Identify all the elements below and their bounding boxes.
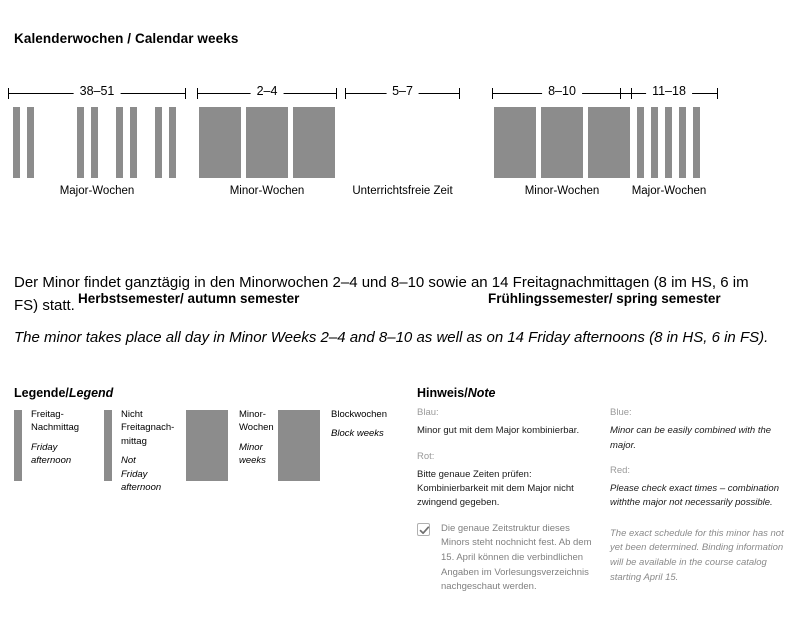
week-group-label: Unterrichtsfreie Zeit (352, 185, 453, 197)
note-blue-heading-de: Blau: (417, 407, 439, 418)
legend-label-en: Friday afternoon (31, 441, 72, 467)
description-english: The minor takes place all day in Minor Weeks 2–4 and 8–10 as well as on 14 Friday afternoons (8 in HS, 6 in FS). (14, 329, 769, 346)
legend-label-de: Freitag- Nachmittag (31, 409, 80, 434)
week-bar (541, 107, 583, 178)
bracket-cap-left (197, 88, 198, 99)
bracket-cap-right (459, 88, 460, 99)
legend-title-de: Legende/ (14, 386, 69, 400)
week-group-label: Minor-Wochen (524, 185, 600, 197)
note-title (417, 386, 496, 400)
bar-set (8, 107, 186, 178)
legend-label (121, 408, 174, 495)
bar-set (492, 107, 632, 178)
week-bar (13, 107, 20, 178)
bracket-2-4 (197, 86, 337, 102)
legend-swatch-block-weeks (278, 410, 320, 481)
bracket-cap-left (492, 88, 493, 99)
bracket-8-10 (492, 86, 632, 102)
bar-set (345, 107, 460, 178)
note-free-text-en: The exact schedule for this minor has not yet been determined. Binding information will be available in the course catalog starting April 15. (610, 527, 784, 583)
week-group-label: Minor-Wochen (229, 185, 305, 197)
legend-items (14, 410, 404, 520)
note-blue-body-de: Minor gut mit dem Major kombinierbar. (417, 425, 580, 437)
legend-label-en: Not Friday afternoon (121, 455, 162, 494)
note-checkbox-row[interactable] (417, 522, 592, 596)
week-bar (199, 107, 241, 178)
week-bar (77, 107, 84, 178)
bar-set (197, 107, 337, 178)
bracket-cap-left (345, 88, 346, 99)
legend-label (31, 408, 79, 468)
note-red-body-de: Bitte genaue Zeiten prüfen: Kombinierbarkeit mit dem Major nicht zwingend gegeben. (417, 468, 574, 509)
bracket-cap-left (8, 88, 9, 99)
week-group-label: Major-Wochen (59, 185, 135, 197)
checkbox-checked-icon[interactable] (417, 523, 430, 536)
week-bar (293, 107, 335, 178)
week-range-label: 38–51 (74, 83, 121, 99)
semester-label-autumn: Herbstsemester/ autumn semester (78, 291, 300, 306)
note-title-en: Note (467, 386, 496, 400)
note-blue-heading-en: Blue: (610, 407, 632, 418)
note-column-english (610, 406, 795, 585)
note-blue-body-en: Minor can be easily combined with the major. (610, 425, 772, 451)
note-red-heading-en: Red: (610, 464, 631, 476)
week-group-5-7 (345, 84, 460, 197)
week-bar (693, 107, 700, 178)
note-title-de: Hinweis/ (417, 386, 468, 400)
bracket-5-7 (345, 86, 460, 102)
legend-label-en: Block weeks (331, 428, 384, 440)
legend-label-de: Minor- Wochen (239, 409, 274, 434)
legend-title (14, 386, 113, 400)
legend-label (331, 408, 387, 441)
week-range-label: 2–4 (251, 83, 284, 99)
legend-label-en: Minor weeks (239, 441, 266, 467)
note-column-german (417, 406, 592, 595)
week-group-8-10 (492, 84, 632, 197)
bracket-cap-right (336, 88, 337, 99)
week-group-11-18 (620, 84, 718, 197)
legend-label-de: Nicht Freitagnach- mittag (121, 409, 175, 447)
bracket-cap-left (620, 88, 621, 99)
note-checkbox-text-de: Die genaue Zeitstruktur dieses Minors steht nochnicht fest. Ab dem 15. April können die verbindlichen Angaben im Vorlesungsverzeichnis nachgeschaut werden. (441, 522, 592, 593)
semester-label-spring: Frühlingssemester/ spring semester (488, 291, 721, 306)
bracket-11-18 (620, 86, 718, 102)
week-bar (91, 107, 98, 178)
legend-title-en: Legend (68, 386, 114, 400)
week-bar (116, 107, 123, 178)
page-title: Kalenderwochen / Calendar weeks (14, 31, 239, 46)
description-german: Der Minor findet ganztägig in den Minorwochen 2–4 und 8–10 sowie an 14 Freitagnachmittagen (8 im HS, 6 im FS) statt. (14, 274, 749, 314)
legend-swatch-minor-weeks (186, 410, 228, 481)
week-group-38-51 (8, 84, 186, 197)
bracket-38-51 (8, 86, 186, 102)
note-red-body-en: Please check exact times – combination withthe major not necessarily possible. (610, 483, 779, 509)
legend-swatch-friday-afternoon (14, 410, 22, 481)
week-bar (623, 107, 630, 178)
week-bar (651, 107, 658, 178)
bar-set (620, 107, 718, 178)
week-range-label: 11–18 (646, 83, 692, 99)
week-bar (246, 107, 288, 178)
week-bar (665, 107, 672, 178)
week-bar (679, 107, 686, 178)
week-group-2-4 (197, 84, 337, 197)
week-range-label: 5–7 (386, 83, 419, 99)
week-bar (155, 107, 162, 178)
bracket-cap-right (717, 88, 718, 99)
legend-label-de: Blockwochen (331, 409, 387, 420)
legend-swatch-not-friday-afternoon (104, 410, 112, 481)
week-group-label: Major-Wochen (631, 185, 707, 197)
week-bar (169, 107, 176, 178)
week-bar (27, 107, 34, 178)
week-bar (494, 107, 536, 178)
legend-label (239, 408, 274, 468)
week-bar (637, 107, 644, 178)
week-range-label: 8–10 (542, 83, 582, 99)
week-bar (130, 107, 137, 178)
bracket-cap-right (185, 88, 186, 99)
note-red-heading-de: Rot: (417, 450, 435, 462)
